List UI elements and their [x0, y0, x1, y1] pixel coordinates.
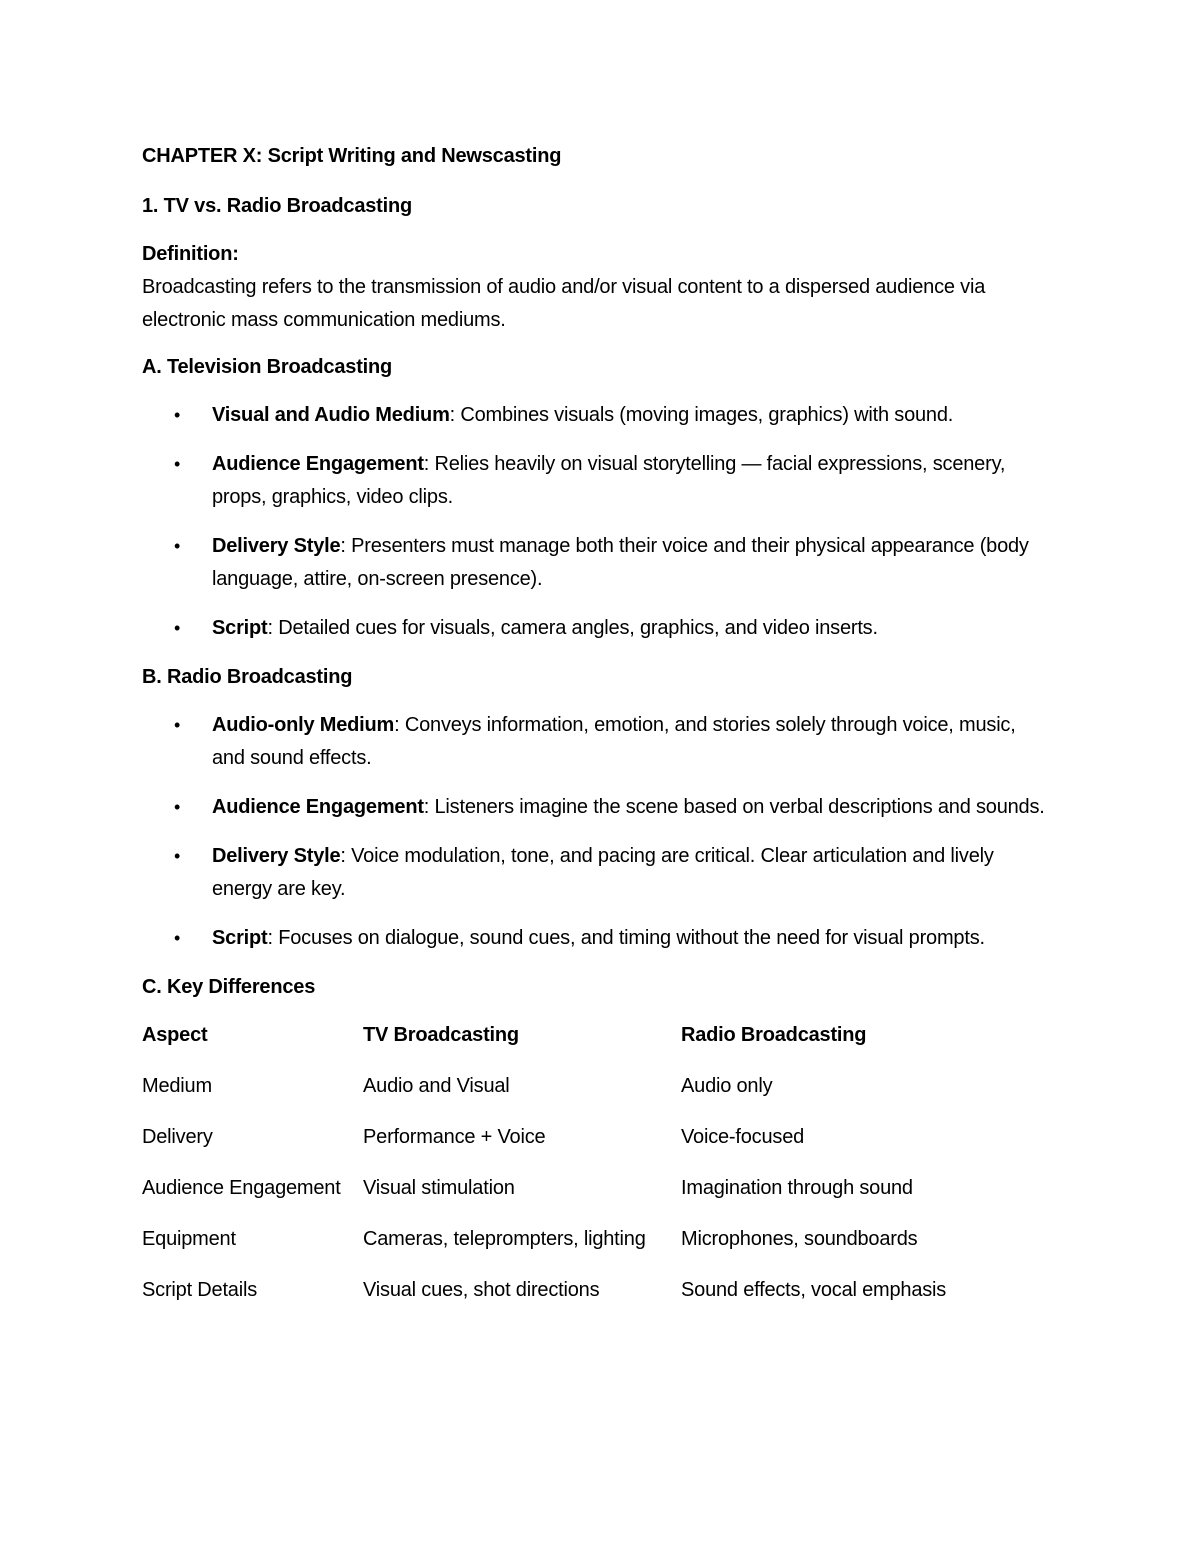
bullet-text: : Listeners imagine the scene based on verbal descriptions and sounds. — [423, 796, 1045, 818]
table-cell: Audio and Visual — [363, 1075, 510, 1097]
table-cell: Audience Engagement — [142, 1177, 341, 1199]
bullet-icon: • — [174, 536, 181, 556]
bullet-text: : Focuses on dialogue, sound cues, and timing without the need for visual prompts. — [267, 927, 985, 949]
bullet-term: Audience Engagement — [212, 453, 424, 475]
bullet-icon: • — [174, 405, 181, 425]
bullet-text: : Detailed cues for visuals, camera angles, graphics, and video inserts. — [267, 617, 878, 639]
table-row — [142, 1121, 1061, 1172]
bullet-text: : Combines visuals (moving images, graphics) with sound. — [449, 404, 954, 426]
definition-label: Definition: — [142, 243, 239, 265]
table-cell: Voice-focused — [681, 1126, 805, 1148]
bullet-icon: • — [174, 715, 181, 735]
radio-bullet-item — [142, 922, 1052, 955]
table-cell: Cameras, teleprompters, lighting — [363, 1228, 646, 1250]
chapter-title: CHAPTER X: Script Writing and Newscasting — [142, 145, 562, 167]
table-cell: Visual stimulation — [363, 1177, 515, 1199]
tv-bullet-item — [142, 399, 1052, 432]
table-header-cell: Radio Broadcasting — [681, 1024, 867, 1046]
bullet-term: Audience Engagement — [212, 796, 424, 818]
tv-bullet-item — [142, 448, 1052, 514]
table-cell: Medium — [142, 1075, 212, 1097]
table-row — [142, 1274, 1061, 1325]
tv-bullet-list — [142, 399, 1062, 645]
tv-heading: A. Television Broadcasting — [142, 356, 393, 378]
bullet-icon: • — [174, 797, 181, 817]
bullet-term: Visual and Audio Medium — [212, 404, 450, 426]
radio-bullet-list — [142, 709, 1062, 955]
radio-bullet-item — [142, 709, 1052, 775]
bullet-text: : Relies heavily on visual storytelling — facial expressions, scenery, props, graphics, video clips. — [212, 453, 1006, 508]
bullet-term: Script — [212, 617, 268, 639]
differences-table — [142, 1019, 1061, 1325]
bullet-icon: • — [174, 928, 181, 948]
radio-bullet-item — [142, 791, 1052, 824]
bullet-text: : Conveys information, emotion, and stories solely through voice, music, and sound effects. — [212, 714, 1016, 769]
table-cell: Performance + Voice — [363, 1126, 546, 1148]
table-cell: Equipment — [142, 1228, 236, 1250]
radio-bullet-item — [142, 840, 1052, 906]
tv-bullet-item — [142, 612, 1052, 645]
radio-heading: B. Radio Broadcasting — [142, 666, 353, 688]
table-cell: Delivery — [142, 1126, 213, 1148]
table-row — [142, 1223, 1061, 1274]
bullet-icon: • — [174, 618, 181, 638]
table-cell: Audio only — [681, 1075, 773, 1097]
table-row — [142, 1070, 1061, 1121]
table-cell: Script Details — [142, 1279, 258, 1301]
bullet-term: Audio-only Medium — [212, 714, 395, 736]
table-cell: Sound effects, vocal emphasis — [681, 1279, 947, 1301]
bullet-text: : Presenters must manage both their voice and their physical appearance (body language, attire, on-screen presence). — [212, 535, 1029, 590]
differences-heading: C. Key Differences — [142, 976, 316, 998]
bullet-icon: • — [174, 846, 181, 866]
table-header-cell: TV Broadcasting — [363, 1024, 519, 1046]
bullet-icon: • — [174, 454, 181, 474]
bullet-text: : Voice modulation, tone, and pacing are critical. Clear articulation and lively energy are key. — [212, 845, 994, 900]
table-cell: Microphones, soundboards — [681, 1228, 918, 1250]
tv-bullet-item — [142, 530, 1052, 596]
table-cell: Imagination through sound — [681, 1177, 913, 1199]
document-content — [142, 140, 1062, 1325]
bullet-term: Delivery Style — [212, 535, 341, 557]
definition-text: Broadcasting refers to the transmission of audio and/or visual content to a dispersed audience via electronic mass communication mediums. — [142, 276, 986, 331]
section-title: 1. TV vs. Radio Broadcasting — [142, 195, 413, 217]
table-header-row — [142, 1019, 1061, 1070]
bullet-term: Script — [212, 927, 268, 949]
table-cell: Visual cues, shot directions — [363, 1279, 600, 1301]
table-header-cell: Aspect — [142, 1024, 208, 1046]
table-row — [142, 1172, 1061, 1223]
bullet-term: Delivery Style — [212, 845, 341, 867]
